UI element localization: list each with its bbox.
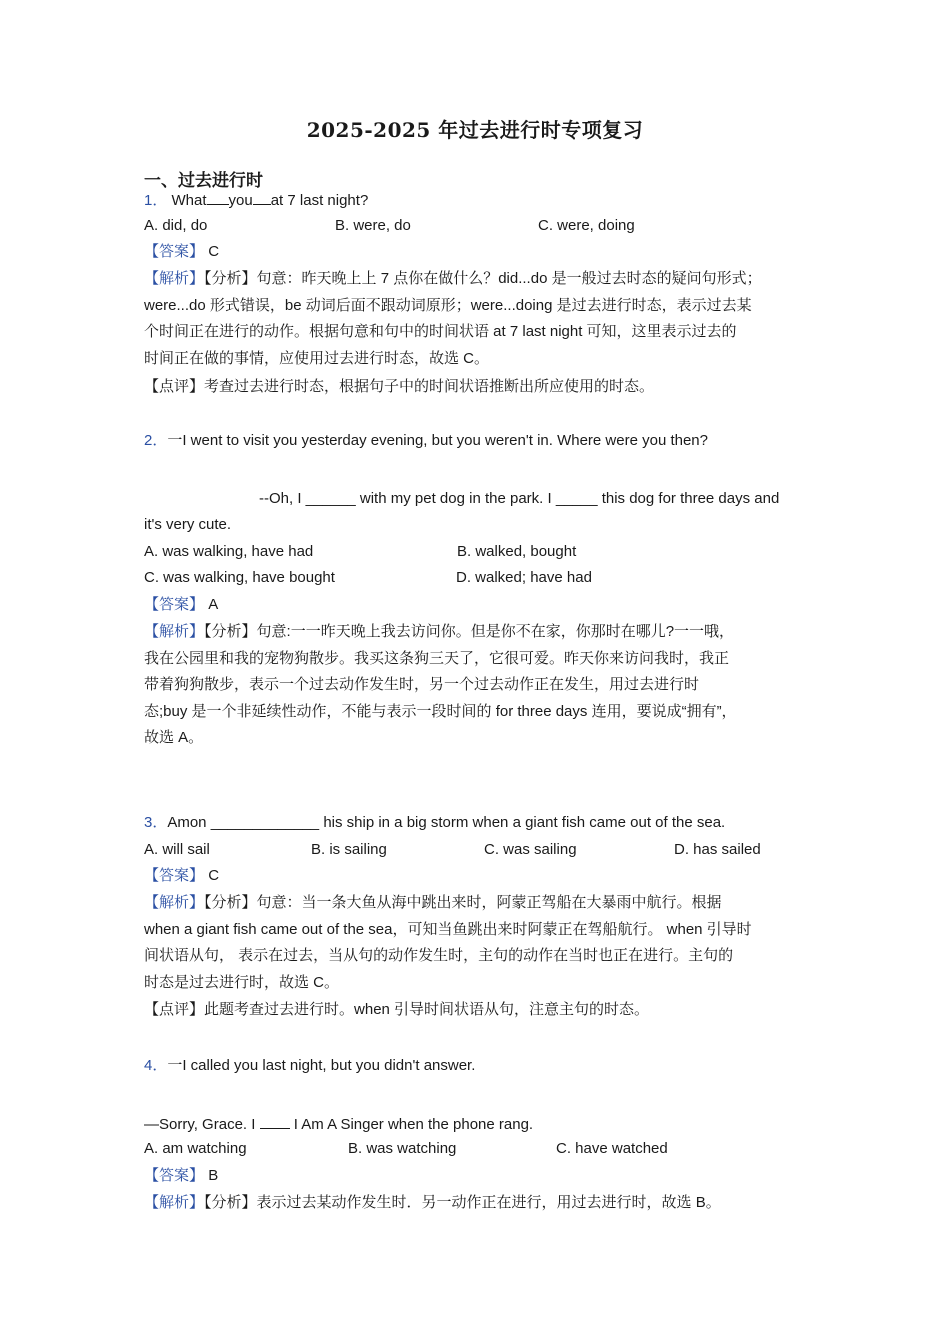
section-heading: 一、过去进行时: [144, 171, 263, 191]
option-c: C. were, doing: [538, 217, 635, 234]
stem-text: I Am A Singer when the phone rang.: [289, 1116, 534, 1133]
analysis-label: 【解析】: [144, 270, 205, 287]
answer-value: A: [208, 596, 219, 613]
analysis-text: 句意：昨天晚上上 7 点你在做什么？did...do 是一般过去时态的疑问句形式；: [256, 270, 762, 287]
question-number: 2．: [144, 432, 168, 449]
option-a: A. am watching: [144, 1140, 247, 1157]
answer-value: C: [208, 867, 220, 884]
answer-label: 【答案】: [144, 243, 205, 260]
option-c: C. was sailing: [484, 841, 577, 858]
analysis-text: 句意:一一昨天晚上我去访问你。但是你不在家，你那时在哪儿?一一哦，: [256, 623, 735, 640]
option-b: B. were, do: [335, 217, 411, 234]
question-3-stem: [144, 813, 725, 833]
question-2-stem: [144, 431, 708, 451]
stem-text: you: [228, 192, 253, 209]
analysis-text: 间状语从句， 表示在过去，当从句的动作发生时，主句的动作在当时也正在进行。主句的: [144, 947, 734, 964]
analysis-text: 表示过去某动作发生时．另一动作正在进行，用过去进行时，故选 B。: [256, 1194, 721, 1211]
analysis-text: 时间正在做的事情，应使用过去进行时态，故选 C。: [144, 349, 490, 367]
analysis-text: when a giant fish came out of the sea，可知当鱼跳出来时阿蒙正在驾船航行。 when 引导时: [144, 920, 752, 938]
analysis-label: 【解析】: [144, 1194, 205, 1211]
analysis-text: 句意：当一条大鱼从海中跳出来时，阿蒙正驾船在大暴雨中航行。根据: [256, 894, 722, 911]
answer-value: C: [208, 243, 220, 260]
fenxi-label: 【分析】: [204, 623, 257, 640]
option-a: A. did, do: [144, 217, 208, 234]
option-c: C. was walking, have bought: [144, 569, 335, 586]
fenxi-label: 【分析】: [204, 1194, 257, 1211]
analysis-label: 【解析】: [144, 894, 205, 911]
fenxi-label: 【分析】: [204, 894, 257, 911]
stem-text: What: [171, 192, 207, 209]
stem-text: 一I went to visit you yesterday evening, but you weren't in. Where were you then?: [167, 432, 708, 449]
question-2-reply-cont: it's very cute.: [144, 516, 232, 533]
analysis-block: [144, 619, 808, 752]
page-title: 2025-2025 年过去进行时专项复习: [306, 118, 644, 142]
option-c: C. have watched: [556, 1140, 668, 1157]
option-a: A. was walking, have had: [144, 543, 314, 560]
analysis-text: 带着狗狗散步，表示一个过去动作发生时，另一个过去动作正在发生，用过去进行时: [144, 676, 700, 693]
answer-label: 【答案】: [144, 1167, 205, 1184]
comment-text: 此题考查过去进行时。when 引导时间状语从句，注意主句的时态。: [204, 1001, 650, 1018]
option-b: B. is sailing: [311, 841, 387, 858]
stem-text: at 7 last night?: [270, 192, 369, 209]
comment-text: 考查过去进行时态，根据句子中的时间状语推断出所应使用的时态。: [204, 378, 655, 395]
question-4-stem: [144, 1056, 475, 1076]
analysis-text: 时态是过去进行时，故选 C。: [144, 973, 340, 991]
analysis-block: [144, 890, 808, 996]
option-b: B. was watching: [348, 1140, 457, 1157]
comment-label: 【点评】: [144, 378, 205, 395]
question-number: 4．: [144, 1057, 168, 1074]
answer-value: B: [208, 1167, 219, 1184]
answer-label: 【答案】: [144, 596, 205, 613]
analysis-text: were...do 形式错误，be 动词后面不跟动词原形；were...doing 是过去进行时态，表示过去某: [144, 296, 752, 314]
analysis-label: 【解析】: [144, 623, 205, 640]
question-number: 3．: [144, 814, 168, 831]
question-number: 1．: [144, 192, 168, 209]
analysis-block: [144, 1193, 721, 1213]
comment-line: [144, 1000, 649, 1020]
comment-label: 【点评】: [144, 1001, 205, 1018]
option-a: A. will sail: [144, 841, 210, 858]
analysis-text: 态;buy 是一个非延续性动作，不能与表示一段时间的 for three days 连用，要说成“拥有”，: [144, 702, 737, 720]
option-b: B. walked, bought: [457, 543, 577, 560]
answer-line: [144, 1166, 218, 1186]
answer-blank: [253, 189, 271, 205]
question-4-reply: [144, 1113, 533, 1135]
answer-line: [144, 595, 218, 615]
answer-label: 【答案】: [144, 867, 205, 884]
answer-blank: [260, 1113, 290, 1129]
answer-line: [144, 866, 219, 886]
fenxi-label: 【分析】: [204, 270, 257, 287]
option-d: D. has sailed: [674, 841, 761, 858]
question-1-stem: [144, 189, 368, 211]
question-2-reply: --Oh, I ______ with my pet dog in the park. I _____ this dog for three days and: [259, 490, 780, 507]
answer-line: [144, 242, 219, 262]
stem-text: —Sorry, Grace. I: [144, 1116, 260, 1133]
analysis-text: 故选 A。: [144, 729, 204, 746]
analysis-text: 我在公园里和我的宠物狗散步。我买这条狗三天了，它很可爱。昨天你来访问我时，我正: [144, 649, 730, 667]
answer-blank: [207, 189, 229, 205]
stem-text: 一I called you last night, but you didn't answer.: [167, 1057, 476, 1074]
analysis-block: [144, 266, 808, 372]
stem-text: Amon _____________ his ship in a big storm when a giant fish came out of the sea.: [167, 814, 726, 831]
comment-line: [144, 377, 654, 397]
analysis-text: 个时间正在进行的动作。根据句意和句中的时间状语 at 7 last night 可知，这里表示过去的: [144, 323, 737, 340]
option-d: D. walked; have had: [456, 569, 592, 586]
